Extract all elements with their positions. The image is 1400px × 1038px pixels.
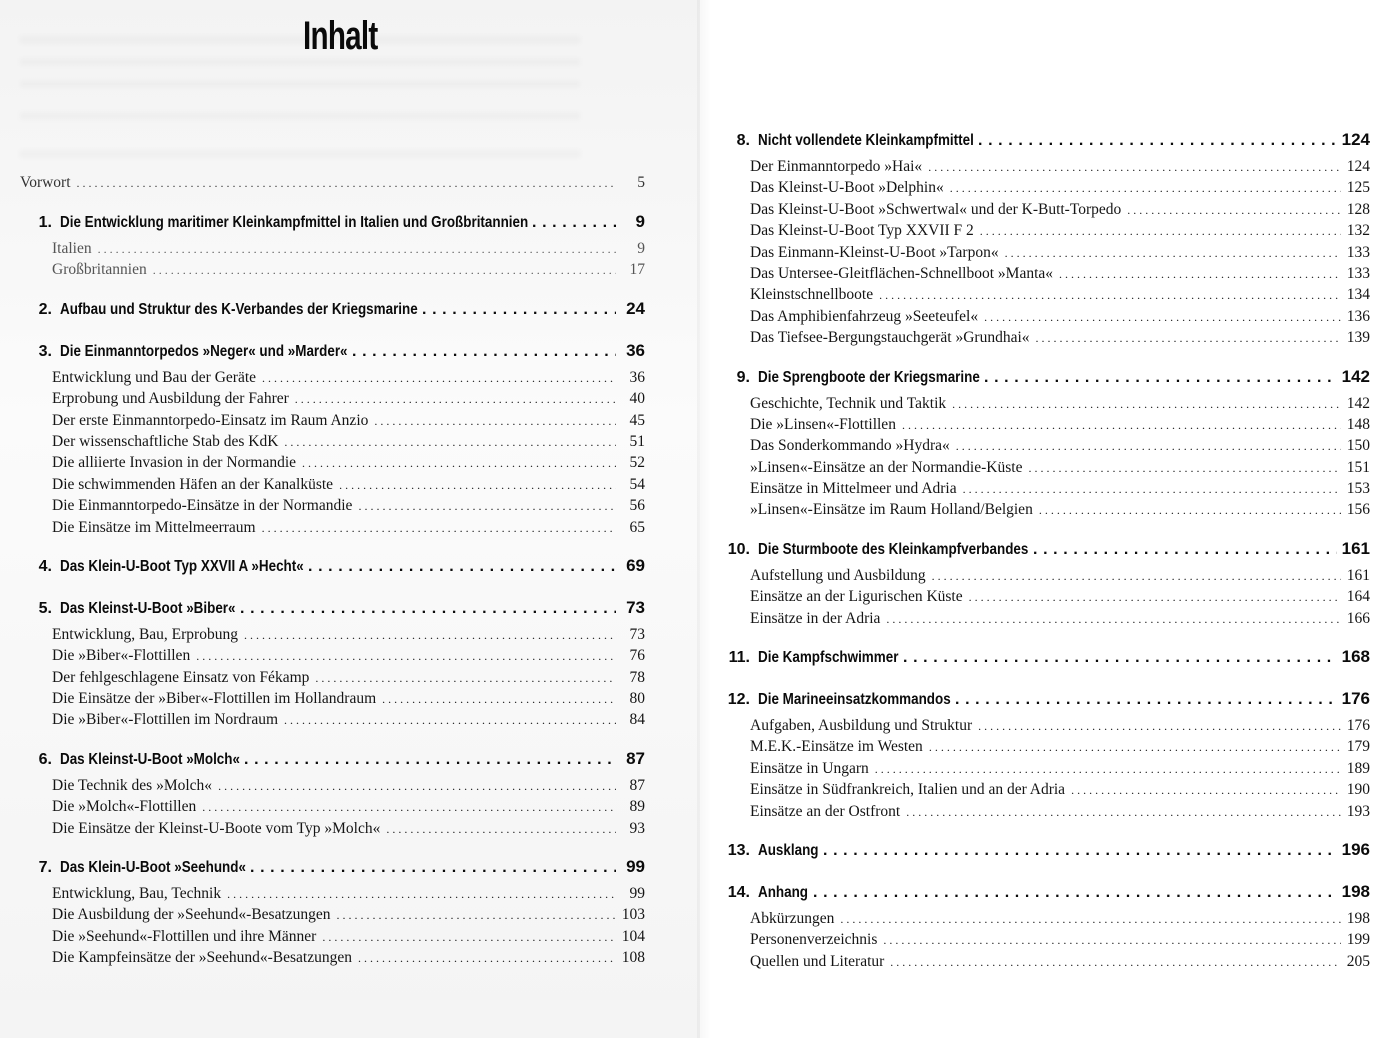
toc-entry-label: Einsätze in der Adria [750, 609, 881, 627]
chapter-heading [718, 364, 980, 391]
toc-entry-page: 65 [629, 518, 645, 536]
chapter-page: 142 [1341, 366, 1370, 386]
chapter-number: 9. [736, 368, 750, 386]
chapter-heading [718, 879, 809, 906]
toc-entry-page: 56 [629, 497, 645, 515]
leader-dots [890, 951, 1341, 972]
toc-chapter-2[interactable] [20, 295, 645, 323]
toc-entry-label: Einsätze in Südfrankreich, Italien und an der Adria [750, 781, 1066, 799]
toc-entry-label: Die Einsätze der »Biber«-Flottillen im Hollandraum [52, 690, 377, 708]
toc-entry-label: Erprobung und Ausbildung der Fahrer [52, 390, 289, 408]
toc-entry-label: Das Kleinst-U-Boot »Schwertwal« und der K-Butt-Torpedo [750, 200, 1122, 218]
bleed-through-line [20, 58, 580, 66]
toc-chapter-8[interactable] [718, 126, 1370, 154]
toc-entry[interactable] [20, 495, 645, 516]
toc-entry-label: Der Einmanntorpedo »Hai« [750, 158, 923, 175]
toc-entry[interactable] [20, 709, 645, 730]
leader-dots [813, 879, 1337, 906]
toc-entry-label: Das Einmann-Kleinst-U-Boot »Tarpon« [750, 243, 999, 261]
toc-entry-label: Die »Molch«-Flottillen [52, 798, 197, 816]
toc-entry-label: Entwicklung, Bau, Technik [52, 885, 222, 903]
toc-entry-page: 179 [1346, 738, 1370, 756]
chapter-page: 196 [1341, 839, 1370, 859]
toc-entry[interactable] [718, 263, 1370, 284]
leader-dots [153, 259, 616, 280]
toc-entry-page: 99 [629, 885, 645, 903]
toc-entry[interactable] [20, 947, 645, 968]
chapter-heading [20, 854, 246, 881]
chapter-page: 36 [626, 340, 645, 360]
toc-chapter-9[interactable] [718, 363, 1370, 391]
toc-entry-page: 166 [1346, 609, 1370, 627]
toc-entry-label: Die Einsätze der Kleinst-U-Boote vom Typ »Molch« [52, 819, 381, 837]
toc-entry[interactable] [718, 736, 1370, 757]
leader-dots [339, 474, 616, 495]
toc-entry-label: Das Untersee-Gleitflächen-Schnellboot »Manta« [750, 264, 1054, 282]
leader-dots [875, 758, 1341, 779]
leader-dots [956, 435, 1341, 456]
toc-chapter-12[interactable] [718, 685, 1370, 713]
toc-entry-page: 45 [629, 411, 645, 429]
chapter-title: Die Sprengboote der Kriegsmarine [758, 368, 980, 386]
leader-dots [202, 796, 616, 817]
chapter-title: Anhang [758, 883, 809, 901]
toc-entry-page: 193 [1346, 802, 1370, 820]
toc-entry-label: Entwicklung, Bau, Erprobung [52, 625, 238, 643]
toc-entry[interactable] [718, 457, 1370, 478]
chapter-number: 1. [38, 214, 52, 231]
chapter-heading [20, 296, 418, 323]
chapter-number: 2. [38, 300, 52, 318]
chapter-title: Die Sturmboote des Kleinkampfverbandes [758, 540, 1029, 558]
toc-entry[interactable] [718, 177, 1370, 198]
chapter-page: 9 [635, 212, 645, 231]
toc-entry-label: Vorwort [20, 174, 71, 191]
toc-entry-label: Abkürzungen [750, 909, 835, 927]
toc-entry[interactable] [718, 284, 1370, 305]
toc-entry-label: Entwicklung und Bau der Geräte [52, 368, 257, 386]
toc-entry-page: 161 [1346, 566, 1370, 584]
toc-entry-label: Einsätze an der Ostfront [750, 802, 901, 820]
toc-chapter-13[interactable] [718, 836, 1370, 864]
chapter-title: Die Kampfschwimmer [758, 649, 899, 667]
toc-entry[interactable] [20, 474, 645, 495]
leader-dots [978, 127, 1337, 154]
chapter-number: 10. [727, 540, 750, 558]
chapter-number: 3. [38, 342, 52, 360]
leader-dots [262, 367, 616, 388]
chapter-number: 6. [38, 750, 52, 768]
leader-dots [950, 177, 1341, 198]
toc-entry-page: 164 [1346, 588, 1370, 606]
toc-entry[interactable] [20, 259, 645, 280]
toc-entry-label: Einsätze in Mittelmeer und Adria [750, 480, 957, 498]
toc-entry-page: 84 [629, 711, 645, 729]
chapter-number: 4. [38, 557, 52, 575]
leader-dots [77, 172, 616, 194]
toc-entry-label: Die Einsätze im Mittelmeerraum [52, 518, 256, 536]
toc-entry-label: Das Amphibienfahrzeug »Seeteufel« [750, 307, 979, 325]
leader-dots [969, 586, 1341, 607]
chapter-page: 124 [1341, 130, 1370, 149]
chapter-number: 5. [38, 599, 52, 617]
toc-entry[interactable] [718, 801, 1370, 822]
toc-entry-page: 52 [629, 454, 645, 472]
leader-dots [295, 388, 616, 409]
toc-entry[interactable] [20, 645, 645, 666]
toc-entry[interactable] [20, 796, 645, 817]
toc-entry-label: Die Kampfeinsätze der »Seehund«-Besatzungen [52, 949, 352, 967]
leader-dots [244, 746, 616, 773]
toc-chapter-11[interactable] [718, 643, 1370, 671]
chapter-title: Das Klein-U-Boot »Seehund« [60, 859, 246, 877]
toc-entry-label: Einsätze an der Ligurischen Küste [750, 588, 963, 606]
toc-entry-page: 151 [1346, 458, 1370, 476]
leader-dots [1005, 242, 1341, 263]
leader-dots [1059, 263, 1341, 284]
toc-entry-label: Italien [52, 240, 92, 257]
leader-dots [902, 414, 1341, 435]
toc-entry[interactable] [718, 715, 1370, 736]
toc-entry-label: Einsätze in Ungarn [750, 759, 869, 777]
toc-entry-page: 148 [1346, 415, 1370, 433]
toc-entry-page: 205 [1346, 952, 1370, 970]
toc-entry-page: 133 [1346, 243, 1370, 261]
bleed-through-line [20, 80, 580, 88]
chapter-title: Ausklang [758, 841, 819, 859]
toc-entry[interactable] [718, 327, 1370, 348]
toc-entry[interactable] [718, 435, 1370, 456]
chapter-number: 13. [727, 841, 750, 859]
leader-dots [262, 517, 616, 538]
toc-entry[interactable] [718, 586, 1370, 607]
toc-entry[interactable] [20, 367, 645, 388]
leader-dots [244, 624, 616, 645]
toc-entry[interactable] [20, 452, 645, 473]
toc-entry-label: »Linsen«-Einsätze im Raum Holland/Belgien [750, 501, 1033, 519]
leader-dots [1039, 499, 1341, 520]
chapter-title: Das Klein-U-Boot Typ XXVII A »Hecht« [60, 557, 304, 575]
toc-entry-page: 51 [629, 432, 645, 450]
leader-dots [98, 238, 616, 259]
leader-dots [358, 495, 616, 516]
toc-entry-label: Das Kleinst-U-Boot »Delphin« [750, 179, 944, 197]
chapter-page: 87 [626, 748, 645, 768]
toc-entry-label: Die »Linsen«-Flottillen [750, 415, 896, 433]
toc-entry[interactable] [20, 688, 645, 709]
leader-dots [352, 338, 616, 365]
leader-dots [1071, 779, 1341, 800]
toc-entry-label: Der fehlgeschlagene Einsatz von Fékamp [52, 668, 310, 686]
chapter-heading [718, 127, 974, 154]
toc-entry-label: Die alliierte Invasion in der Normandie [52, 454, 297, 472]
toc-chapter-14[interactable] [718, 878, 1370, 906]
leader-dots [952, 393, 1341, 414]
leader-dots [879, 284, 1341, 305]
toc-entry-label: Personenverzeichnis [750, 931, 878, 949]
toc-entry[interactable] [20, 517, 645, 538]
toc-entry-page: 87 [629, 776, 645, 794]
toc-entry[interactable] [20, 431, 645, 452]
toc-entry-label: »Linsen«-Einsätze an der Normandie-Küste [750, 458, 1023, 476]
toc-entry-label: Aufstellung und Ausbildung [750, 566, 926, 584]
toc-entry[interactable] [718, 199, 1370, 220]
leader-dots [308, 553, 616, 580]
chapter-page: 99 [626, 857, 645, 877]
toc-entry-page: 150 [1346, 437, 1370, 455]
chapter-page: 198 [1341, 881, 1370, 901]
toc-left-column [20, 172, 645, 969]
toc-entry-page: 9 [637, 240, 645, 257]
leader-dots [823, 837, 1337, 864]
toc-entry-page: 142 [1346, 394, 1370, 412]
leader-dots [978, 715, 1341, 736]
toc-entry-label: Aufgaben, Ausbildung und Struktur [750, 717, 973, 735]
leader-dots [1127, 199, 1341, 220]
toc-entry-page: 176 [1346, 717, 1370, 735]
leader-dots [932, 565, 1341, 586]
book-gutter [697, 0, 711, 1038]
chapter-heading [20, 746, 240, 773]
toc-entry-page: 93 [629, 819, 645, 837]
chapter-heading [718, 837, 819, 864]
toc-entry-page: 125 [1346, 179, 1370, 197]
bleed-through-line [20, 150, 580, 158]
leader-dots [315, 667, 616, 688]
toc-entry-page: 76 [629, 647, 645, 665]
toc-entry[interactable] [20, 410, 645, 431]
toc-chapter-7[interactable] [20, 853, 645, 881]
toc-chapter-10[interactable] [718, 535, 1370, 563]
toc-chapter-1[interactable] [20, 208, 645, 236]
chapter-heading [20, 595, 236, 622]
toc-entry-page: 199 [1346, 931, 1370, 949]
leader-dots [250, 854, 616, 881]
toc-chapter-6[interactable] [20, 745, 645, 773]
leader-dots [1028, 457, 1341, 478]
toc-entry[interactable] [718, 499, 1370, 520]
leader-dots [906, 801, 1341, 822]
toc-entry-label: Das Sonderkommando »Hydra« [750, 437, 950, 455]
chapter-page: 24 [626, 298, 645, 318]
toc-entry-page: 36 [629, 368, 645, 386]
toc-entry-label: Die Ausbildung der »Seehund«-Besatzungen [52, 906, 331, 924]
chapter-page: 176 [1341, 689, 1370, 709]
bleed-through-line [20, 36, 580, 44]
toc-entry[interactable] [718, 929, 1370, 950]
toc-entry-page: 136 [1346, 307, 1370, 325]
chapter-title: Aufbau und Struktur des K-Verbandes der Kriegsmarine [60, 300, 418, 318]
chapter-heading [20, 553, 304, 580]
leader-dots [358, 947, 616, 968]
leader-dots [227, 883, 616, 904]
toc-entry-page: 54 [629, 475, 645, 493]
toc-entry[interactable] [20, 667, 645, 688]
leader-dots [422, 296, 616, 323]
leader-dots [382, 688, 616, 709]
chapter-number: 12. [727, 691, 750, 709]
toc-entry-vorwort[interactable] [20, 172, 645, 194]
chapter-title: Die Einmanntorpedos »Neger« und »Marder« [60, 342, 348, 360]
toc-entry[interactable] [20, 775, 645, 796]
toc-entry[interactable] [718, 220, 1370, 241]
toc-entry-page: 156 [1346, 501, 1370, 519]
toc-entry-page: 190 [1346, 781, 1370, 799]
toc-entry[interactable] [20, 818, 645, 839]
toc-entry-label: Die Einmanntorpedo-Einsätze in der Normandie [52, 497, 353, 515]
chapter-title: Die Entwicklung maritimer Kleinkampfmittel in Italien und Großbritannien [60, 214, 529, 231]
leader-dots [1036, 327, 1341, 348]
chapter-heading [20, 209, 528, 236]
leader-dots [928, 156, 1341, 177]
leader-dots [374, 410, 616, 431]
toc-chapter-5[interactable] [20, 594, 645, 622]
chapter-page: 73 [626, 597, 645, 617]
toc-entry-page: 139 [1346, 329, 1370, 347]
toc-entry-label: Quellen und Literatur [750, 952, 885, 970]
toc-entry[interactable] [20, 388, 645, 409]
toc-entry-page: 73 [629, 625, 645, 643]
leader-dots [955, 686, 1337, 713]
chapter-heading [718, 644, 899, 671]
toc-entry-label: Die »Biber«-Flottillen [52, 647, 191, 665]
chapter-heading [718, 686, 951, 713]
leader-dots [240, 595, 616, 622]
chapter-number: 14. [727, 883, 750, 901]
toc-entry[interactable] [718, 478, 1370, 499]
toc-entry-page: 80 [629, 690, 645, 708]
leader-dots [963, 478, 1341, 499]
leader-dots [1033, 536, 1337, 563]
toc-entry[interactable] [718, 608, 1370, 629]
toc-entry-label: Großbritannien [52, 261, 147, 279]
toc-chapter-4[interactable] [20, 552, 645, 580]
toc-entry-label: Das Tiefsee-Bergungstauchgerät »Grundhai« [750, 329, 1030, 347]
toc-entry[interactable] [718, 156, 1370, 177]
toc-entry-page: 134 [1346, 286, 1370, 304]
toc-entry-label: Die »Seehund«-Flottillen und ihre Männer [52, 927, 317, 945]
chapter-page: 168 [1341, 647, 1370, 667]
chapter-number: 7. [38, 859, 52, 877]
toc-entry-page: 89 [629, 798, 645, 816]
leader-dots [284, 431, 616, 452]
leader-dots [984, 364, 1337, 391]
toc-entry-label: Kleinstschnellboote [750, 286, 874, 304]
leader-dots [980, 220, 1341, 241]
toc-entry-page: 124 [1346, 158, 1370, 175]
toc-entry-page: 133 [1346, 264, 1370, 282]
toc-entry-page: 5 [637, 174, 645, 191]
toc-entry-label: Der wissenschaftliche Stab des KdK [52, 432, 279, 450]
toc-entry[interactable] [20, 883, 645, 904]
leader-dots [903, 644, 1337, 671]
toc-entry-label: Die schwimmenden Häfen an der Kanalküste [52, 475, 334, 493]
toc-entry-page: 103 [621, 906, 645, 924]
toc-entry[interactable] [718, 758, 1370, 779]
toc-entry[interactable] [718, 565, 1370, 586]
leader-dots [322, 926, 616, 947]
toc-entry[interactable] [718, 908, 1370, 929]
toc-entry-page: 198 [1346, 909, 1370, 927]
leader-dots [883, 929, 1341, 950]
toc-entry-page: 40 [629, 390, 645, 408]
chapter-page: 161 [1341, 538, 1370, 558]
toc-entry-page: 108 [621, 949, 645, 967]
toc-entry-page: 104 [621, 927, 645, 945]
toc-entry[interactable] [718, 242, 1370, 263]
leader-dots [929, 736, 1341, 757]
toc-entry[interactable] [718, 306, 1370, 327]
leader-dots [386, 818, 616, 839]
toc-entry-page: 189 [1346, 759, 1370, 777]
chapter-title: Nicht vollendete Kleinkampfmittel [758, 132, 974, 149]
leader-dots [196, 645, 616, 666]
toc-entry-label: Das Kleinst-U-Boot Typ XXVII F 2 [750, 222, 974, 240]
toc-entry-label: Die »Biber«-Flottillen im Nordraum [52, 711, 279, 729]
toc-entry-label: M.E.K.-Einsätze im Westen [750, 738, 923, 756]
toc-entry[interactable] [718, 393, 1370, 414]
toc-right-column [718, 126, 1370, 972]
leader-dots [284, 709, 616, 730]
toc-entry-label: Der erste Einmanntorpedo-Einsatz im Raum Anzio [52, 411, 369, 429]
chapter-heading [718, 536, 1029, 563]
leader-dots [337, 904, 616, 925]
toc-entry-label: Geschichte, Technik und Taktik [750, 394, 947, 412]
page-title: Inhalt [303, 14, 378, 58]
leader-dots [302, 452, 616, 473]
toc-entry[interactable] [20, 624, 645, 645]
leader-dots [532, 209, 616, 236]
toc-entry[interactable] [20, 904, 645, 925]
toc-chapter-3[interactable] [20, 337, 645, 365]
toc-entry[interactable] [718, 414, 1370, 435]
chapter-title: Das Kleinst-U-Boot »Biber« [60, 599, 236, 617]
chapter-number: 8. [736, 132, 750, 149]
toc-entry-page: 153 [1346, 480, 1370, 498]
chapter-title: Das Kleinst-U-Boot »Molch« [60, 750, 240, 768]
leader-dots [886, 608, 1341, 629]
toc-entry-page: 78 [629, 668, 645, 686]
bleed-through-line [20, 112, 580, 120]
toc-entry-page: 132 [1346, 222, 1370, 240]
toc-entry-label: Die Technik des »Molch« [52, 776, 213, 794]
toc-entry[interactable] [718, 779, 1370, 800]
chapter-page: 69 [626, 555, 645, 575]
leader-dots [218, 775, 616, 796]
toc-entry[interactable] [20, 238, 645, 259]
leader-dots [984, 306, 1341, 327]
chapter-heading [20, 338, 348, 365]
chapter-number: 11. [728, 649, 750, 667]
chapter-title: Die Marineeinsatzkommandos [758, 691, 951, 709]
leader-dots [840, 908, 1341, 929]
toc-entry-page: 128 [1346, 200, 1370, 218]
toc-entry[interactable] [20, 926, 645, 947]
toc-entry-page: 17 [629, 261, 645, 279]
toc-entry[interactable] [718, 951, 1370, 972]
